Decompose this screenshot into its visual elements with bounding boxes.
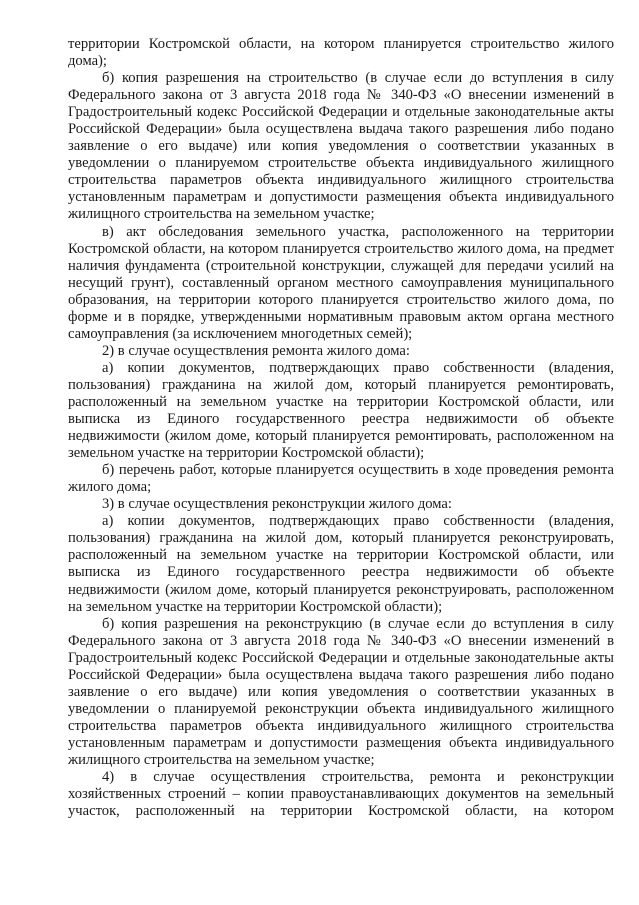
paragraph-continuation: территории Костромской области, на котором планируется строительство жилого дома); xyxy=(68,36,614,70)
paragraph-3a-ownership-documents: а) копии документов, подтверждающих право собственности (владения, пользования) гражданина на жилой дом, который планируется реконструировать, расположенный на земельном участке на территории Костромской области, или выписка из Единого государственного реестра недвижимости об объекте недвижимости (жилом доме, который планируется реконструировать, расположенном на земельном участке на территории Костромской области); xyxy=(68,513,614,615)
paragraph-2b-works-list: б) перечень работ, которые планируется осуществить в ходе проведения ремонта жилого дома; xyxy=(68,462,614,496)
paragraph-b-building-permit: б) копия разрешения на строительство (в случае если до вступления в силу Федерального закона от 3 августа 2018 года № 340-ФЗ «О внесении изменений в Градостроительный кодекс Российской Федерации и отдельные законодательные акты Российской Федерации» была осуществлена выдача такого разрешения либо подано заявление о его выдаче) или копия уведомления о соответствии указанных в уведомлении о планируемом строительстве объекта индивидуального жилищного строительства параметров объекта индивидуального жилищного строительства установленным параметрам и допустимости размещения объекта индивидуального жилищного строительства на земельном участке; xyxy=(68,70,614,223)
paragraph-3b-reconstruction-permit: б) копия разрешения на реконструкцию (в случае если до вступления в силу Федерального закона от 3 августа 2018 года № 340-ФЗ «О внесении изменений в Градостроительный кодекс Российской Федерации и отдельные законодательные акты Российской Федерации» была осуществлена выдача такого разрешения либо подано заявление о его выдаче) или копия уведомления о соответствии указанных в уведомлении о планируемой реконструкции объекта индивидуального жилищного строительства параметров объекта индивидуального жилищного строительства установленным параметрам и допустимости размещения объекта индивидуального жилищного строительства на земельном участке; xyxy=(68,615,614,768)
paragraph-4-outbuildings: 4) в случае осуществления строительства, ремонта и реконструкции хозяйственных строений – копии правоустанавливающих документов на земельный участок, расположенный на территории Костромской области, на котором xyxy=(68,769,614,820)
paragraph-v-land-inspection-act: в) акт обследования земельного участка, расположенного на территории Костромской области, на котором планируется строительство жилого дома, на предмет наличия фундамента (строительной конструкции, служащей для передачи усилий на несущий грунт), составленный органом местного самоуправления муниципального образования, на территории которого планируется строительство жилого дома, по форме и в порядке, утвержденными нормативным правовым актом органа местного самоуправления (за исключением многодетных семей); xyxy=(68,223,614,342)
paragraph-2a-ownership-documents: а) копии документов, подтверждающих право собственности (владения, пользования) гражданина на жилой дом, который планируется ремонтировать, расположенный на земельном участке на территории Костромской области, или выписка из Единого государственного реестра недвижимости об объекте недвижимости (жилом доме, который планируется ремонтировать, расположенном на земельном участке на территории Костромской области); xyxy=(68,359,614,462)
document-page xyxy=(68,36,614,820)
paragraph-2-repair: 2) в случае осуществления ремонта жилого дома: xyxy=(102,342,410,359)
paragraph-3-reconstruction: 3) в случае осуществления реконструкции жилого дома: xyxy=(102,496,452,513)
